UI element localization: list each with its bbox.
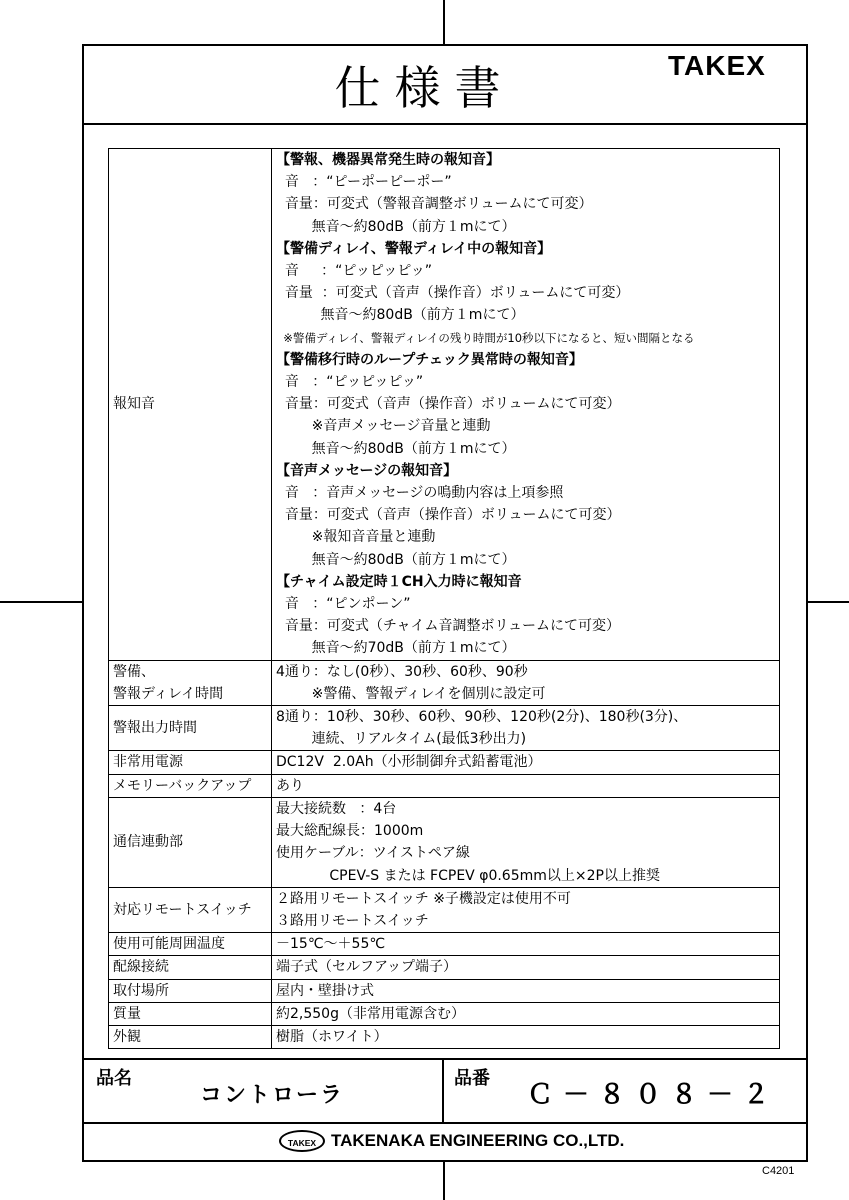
spec-value-line: ※警備、警報ディレイを個別に設定可 <box>276 685 546 702</box>
spec-value <box>272 1002 780 1025</box>
spec-value-line: 端子式（セルフアップ端子） <box>276 959 458 976</box>
spec-value-line: 音 ：“ピッピッピッ” <box>276 374 424 391</box>
spec-value-line: 音 ：“ピンポーン” <box>276 596 411 613</box>
spec-value-line: ※音声メッセージ音量と連動 <box>276 418 491 435</box>
spec-value-line: 最大接続数 ：4台 <box>276 800 397 817</box>
spec-value-line: 無音～約80dB（前方１mにて） <box>276 307 525 324</box>
spec-row <box>109 1025 780 1048</box>
spec-value-line: DC12V 2.0Ah（小形制御弁式鉛蓄電池） <box>276 754 542 771</box>
spec-label: 警備、 警報ディレイ時間 <box>109 660 272 705</box>
spec-value-line: 無音～約80dB（前方１mにて） <box>276 218 516 235</box>
spec-value-line: CPEV-S または FCPEV φ0.65mm以上×2P以上推奨 <box>276 867 660 884</box>
spec-value-line: ※警備ディレイ、警報ディレイの残り時間が10秒以下になると、短い間隔となる <box>276 330 695 345</box>
spec-value-line: 音量：可変式（警報音調整ボリュームにて可変） <box>276 196 593 213</box>
spec-label: メモリーバックアップ <box>109 774 272 797</box>
spec-row <box>109 751 780 774</box>
spec-value <box>272 887 780 932</box>
crop-mark-top <box>443 0 445 44</box>
spec-value <box>272 751 780 774</box>
crop-mark-right <box>808 601 849 603</box>
spec-value-line: ２路用リモートスイッチ ※子機設定は使用不可 <box>276 890 571 907</box>
spec-value-line: 【音声メッセージの報知音】 <box>276 462 458 479</box>
spec-value-line: 無音～約70dB（前方１mにて） <box>276 640 516 657</box>
spec-value-line: 樹脂（ホワイト） <box>276 1028 388 1045</box>
spec-value <box>272 979 780 1002</box>
spec-row <box>109 979 780 1002</box>
document-code: C4201 <box>762 1165 795 1177</box>
spec-row <box>109 797 780 887</box>
spec-value-line: 【警備ディレイ、警報ディレイ中の報知音】 <box>276 240 552 257</box>
page-title: 仕様書 <box>334 61 515 115</box>
spec-value-line: 約2,550g（非常用電源含む） <box>276 1005 465 1022</box>
spec-row <box>109 956 780 979</box>
footer-divider-top <box>82 1058 808 1060</box>
spec-table <box>108 148 780 1049</box>
spec-label: 対応リモートスイッチ <box>109 887 272 932</box>
spec-label: 報知音 <box>109 149 272 661</box>
spec-value-line: 連続、リアルタイム(最低3秒出力) <box>276 731 527 748</box>
spec-row <box>109 706 780 751</box>
spec-value-line: 音量：可変式（音声（操作音）ボリュームにて可変） <box>276 507 621 524</box>
spec-value <box>272 706 780 751</box>
spec-value-line: 音量：可変式（チャイム音調整ボリュームにて可変） <box>276 618 621 635</box>
spec-value-line: 無音～約80dB（前方１mにて） <box>276 551 516 568</box>
spec-row <box>109 149 780 661</box>
product-name: コントローラ <box>200 1083 345 1108</box>
spec-value <box>272 1025 780 1048</box>
spec-label: 使用可能周囲温度 <box>109 933 272 956</box>
spec-value <box>272 660 780 705</box>
crop-mark-bottom <box>443 1162 445 1200</box>
spec-value-line: 最大総配線長：1000m <box>276 823 424 840</box>
company-logo: TAKEX <box>279 1130 325 1152</box>
spec-label: 通信連動部 <box>109 797 272 887</box>
spec-value-line: 無音～約80dB（前方１mにて） <box>276 440 516 457</box>
spec-label: 非常用電源 <box>109 751 272 774</box>
spec-row <box>109 1002 780 1025</box>
spec-row <box>109 887 780 932</box>
company-name: TAKENAKA ENGINEERING CO.,LTD. <box>331 1131 625 1150</box>
spec-value <box>272 774 780 797</box>
spec-label: 配線接続 <box>109 956 272 979</box>
spec-value-line: 音 ：音声メッセージの鳴動内容は上項参照 <box>276 485 564 502</box>
product-number-label: 品番 <box>454 1068 490 1089</box>
spec-label: 外観 <box>109 1025 272 1048</box>
spec-label: 質量 <box>109 1002 272 1025</box>
brand-logo: TAKEX <box>668 50 766 81</box>
spec-value-line: 【警備移行時のループチェック異常時の報知音】 <box>276 351 583 368</box>
spec-value-line: ※報知音音量と連動 <box>276 529 436 546</box>
spec-value-line: あり <box>276 777 304 794</box>
spec-row <box>109 660 780 705</box>
spec-label: 警報出力時間 <box>109 706 272 751</box>
spec-value-line: 音 ：“ピーポーピーポー” <box>276 174 452 191</box>
spec-value <box>272 933 780 956</box>
spec-value-line: 【チャイム設定時１CH入力時に報知音 <box>276 573 522 590</box>
spec-value-line: 8通り：10秒、30秒、60秒、90秒、120秒(2分)、180秒(3分)、 <box>276 709 688 726</box>
spec-row <box>109 933 780 956</box>
spec-value <box>272 149 780 661</box>
spec-value-line: 4通り：なし(0秒）、30秒、60秒、90秒 <box>276 663 528 680</box>
title-divider <box>82 123 808 125</box>
spec-value-line: 使用ケーブル：ツイストペア線 <box>276 845 470 862</box>
product-name-label: 品名 <box>96 1068 132 1089</box>
spec-value-line: 音量 ：可変式（音声（操作音）ボリュームにて可変） <box>276 285 630 302</box>
spec-value-line: 【警報、機器異常発生時の報知音】 <box>276 152 500 168</box>
footer-divider-vertical <box>442 1058 444 1122</box>
spec-value <box>272 956 780 979</box>
spec-value-line: －15℃～＋55℃ <box>276 936 386 953</box>
spec-value-line: 屋内・壁掛け式 <box>276 982 374 999</box>
spec-value-line: 音 ：“ピッピッピッ” <box>276 263 432 280</box>
crop-mark-left <box>0 601 82 603</box>
spec-row <box>109 774 780 797</box>
footer-divider-bottom <box>82 1122 808 1124</box>
spec-value <box>272 797 780 887</box>
product-number: Ｃ－８０８－２ <box>527 1080 780 1110</box>
spec-value-line: ３路用リモートスイッチ <box>276 912 429 929</box>
spec-label: 取付場所 <box>109 979 272 1002</box>
spec-value-line: 音量：可変式（音声（操作音）ボリュームにて可変） <box>276 396 621 413</box>
